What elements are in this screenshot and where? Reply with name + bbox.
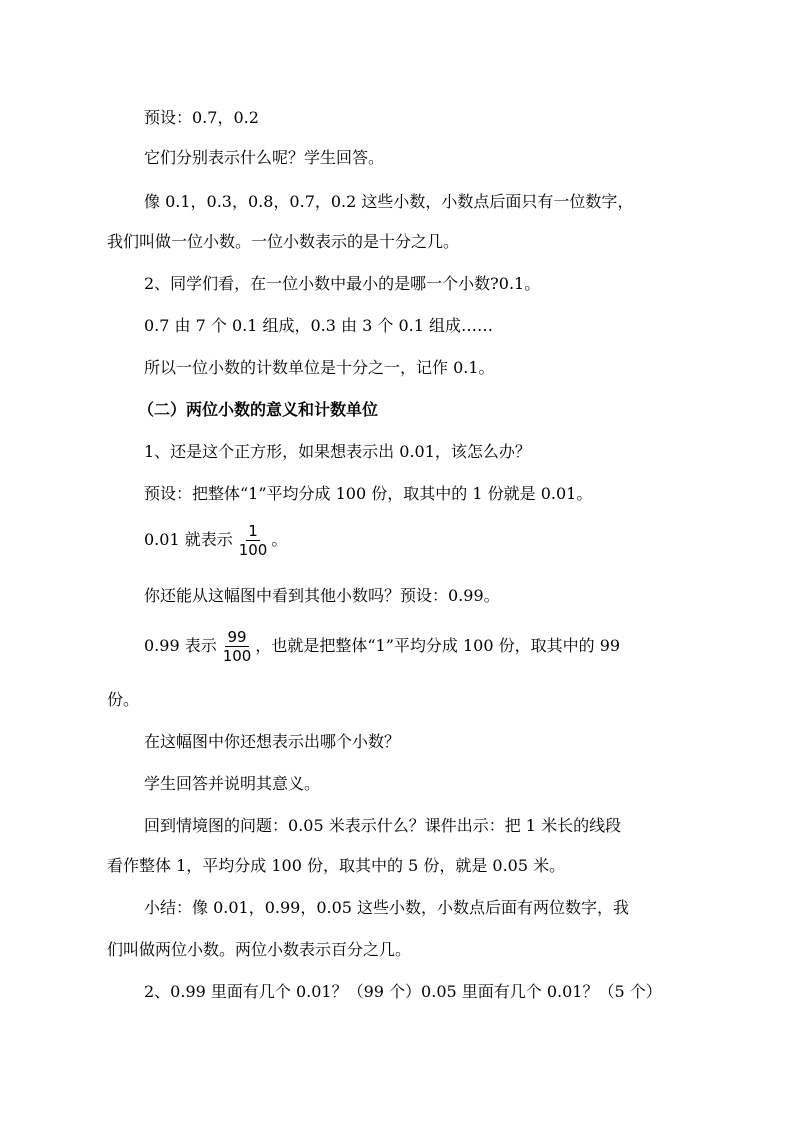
paragraph-other-decimals: 你还能从这幅图中看到其他小数吗？预设：0.99。 bbox=[144, 586, 500, 605]
fraction-99-over-100 bbox=[221, 628, 254, 665]
paragraph-counting-unit: 所以一位小数的计数单位是十分之一，记作 0.1。 bbox=[144, 358, 495, 377]
section-heading: （二）两位小数的意义和计数单位 bbox=[138, 400, 379, 419]
paragraph-fraction-ninety-nine bbox=[144, 624, 620, 668]
paragraph-scenario-question: 回到情境图的问题：0.05 米表示什么？课件出示：把 1 米长的线段 bbox=[144, 816, 622, 835]
fraction-denominator: 100 bbox=[238, 541, 268, 559]
fraction-line-text-before: 0.01 就表示 bbox=[144, 530, 233, 549]
fraction-1-over-100 bbox=[237, 522, 270, 559]
fraction-line-text-before: 0.99 表示 bbox=[144, 636, 217, 655]
paragraph-preset-answer: 预设：0.7，0.2 bbox=[144, 108, 259, 127]
fraction-denominator: 100 bbox=[222, 647, 252, 665]
paragraph-composition: 0.7 由 7 个 0.1 组成，0.3 由 3 个 0.1 组成…… bbox=[144, 316, 494, 335]
paragraph-count-hundredths: 2、0.99 里面有几个 0.01？（99 个）0.05 里面有几个 0.01？（5 个） bbox=[144, 982, 662, 1001]
paragraph-smallest-one-decimal: 2、同学们看，在一位小数中最小的是哪一个小数?0.1。 bbox=[144, 274, 541, 293]
fraction-line-text-after: 。 bbox=[271, 530, 288, 549]
paragraph-square-question: 1、还是这个正方形，如果想表示出 0.01，该怎么办？ bbox=[144, 442, 531, 461]
paragraph-one-decimal-intro: 像 0.1，0.3，0.8，0.7，0.2 这些小数，小数点后面只有一位数字， bbox=[144, 192, 634, 211]
paragraph-fraction-ninety-nine-cont: 份。 bbox=[107, 690, 140, 709]
fraction-numerator: 99 bbox=[227, 628, 247, 646]
paragraph-summary: 小结：像 0.01，0.99，0.05 这些小数，小数点后面有两位数字，我 bbox=[144, 898, 630, 917]
paragraph-preset-hundredths: 预设：把整体“1”平均分成 100 份，取其中的 1 份就是 0.01。 bbox=[144, 484, 593, 503]
paragraph-student-explain: 学生回答并说明其意义。 bbox=[144, 774, 321, 793]
paragraph-one-decimal-intro-cont: 我们叫做一位小数。一位小数表示的是十分之几。 bbox=[107, 232, 460, 251]
paragraph-which-decimal: 在这幅图中你还想表示出哪个小数？ bbox=[144, 732, 401, 751]
paragraph-fraction-one-hundredth bbox=[144, 518, 287, 562]
paragraph-question: 它们分别表示什么呢？学生回答。 bbox=[144, 148, 385, 167]
paragraph-summary-cont: 们叫做两位小数。两位小数表示百分之几。 bbox=[107, 940, 412, 959]
fraction-numerator: 1 bbox=[248, 522, 258, 540]
fraction-line-text-after: ，也就是把整体“1”平均分成 100 份，取其中的 99 bbox=[255, 636, 621, 655]
paragraph-scenario-question-cont: 看作整体 1，平均分成 100 份，取其中的 5 份，就是 0.05 米。 bbox=[107, 856, 566, 875]
